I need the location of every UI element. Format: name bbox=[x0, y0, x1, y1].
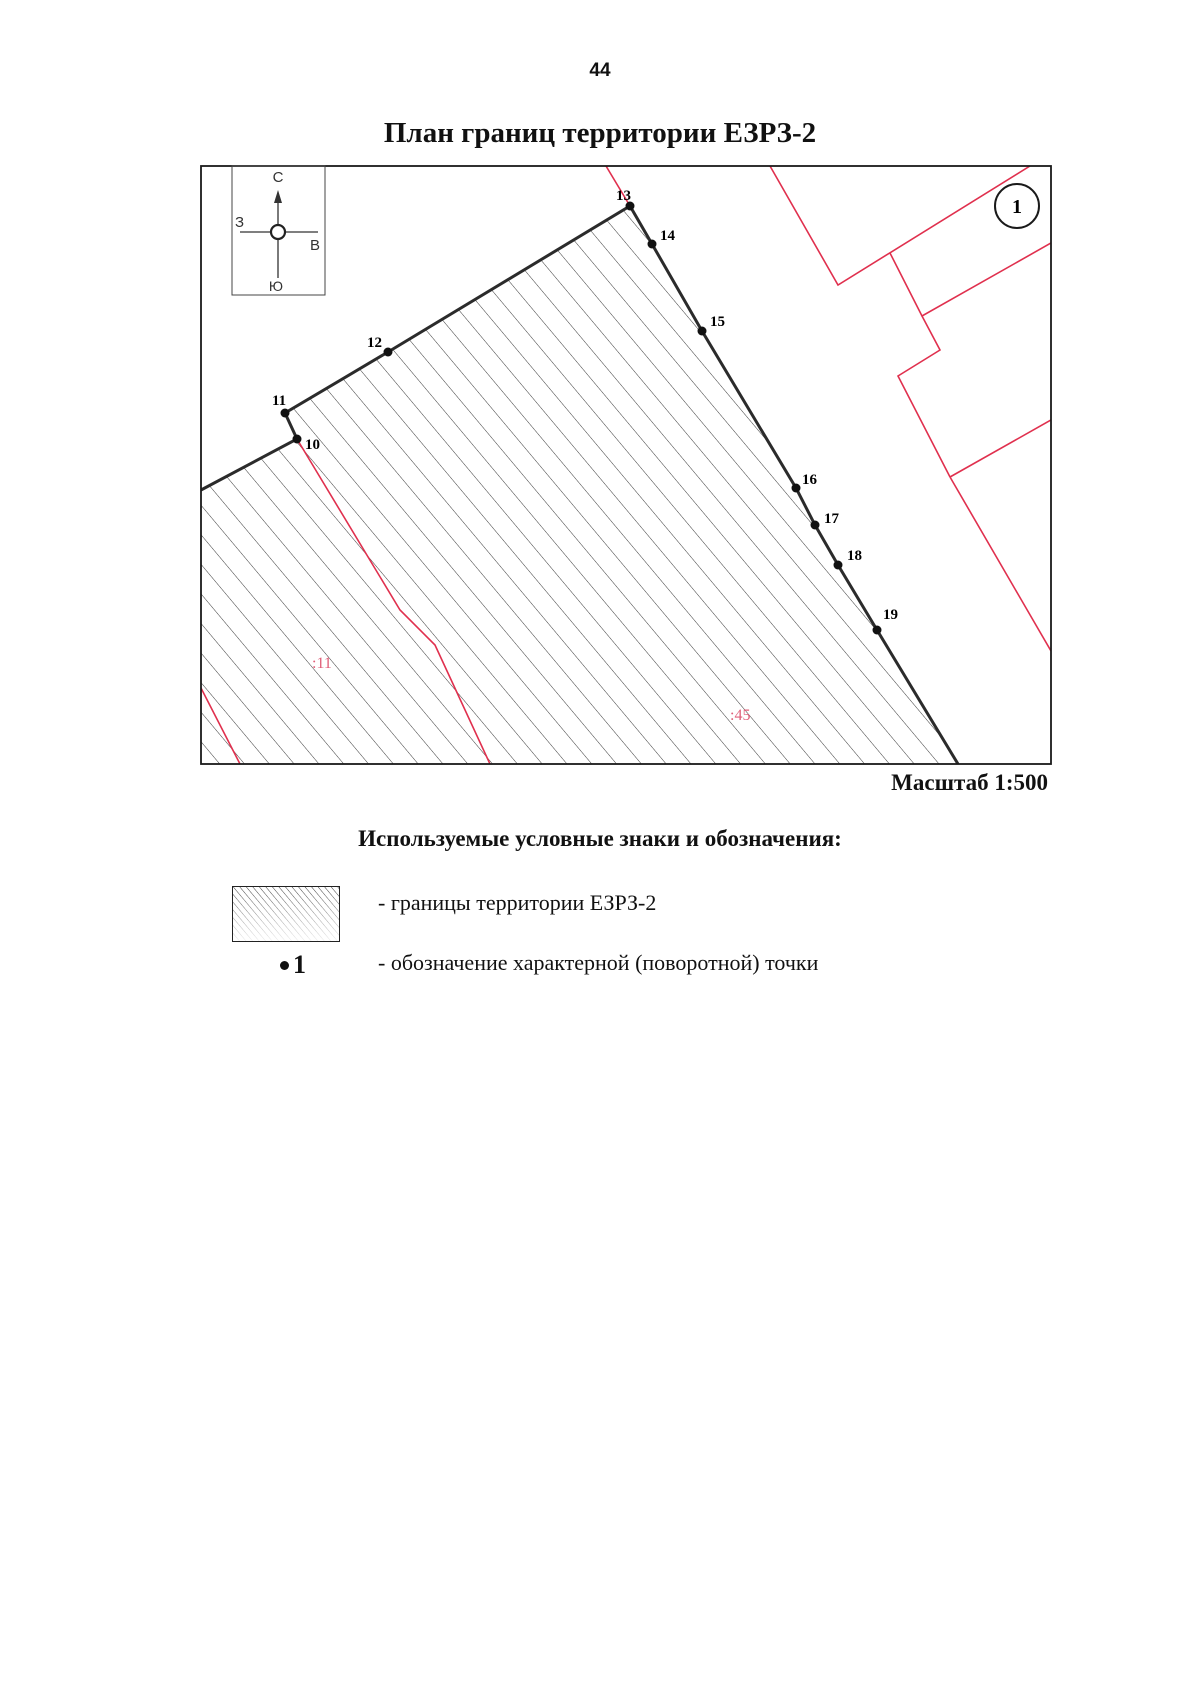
compass-west: З bbox=[235, 214, 245, 231]
parcel-line bbox=[890, 243, 1051, 316]
boundary-point bbox=[792, 472, 818, 493]
compass bbox=[232, 166, 325, 295]
legend-title: Используемые условные знаки и обозначения: bbox=[358, 826, 842, 851]
compass-south: Ю bbox=[268, 278, 284, 294]
boundary-point bbox=[834, 548, 863, 570]
svg-text:19: 19 bbox=[883, 607, 898, 623]
scale-label: Масштаб 1:500 bbox=[891, 770, 1048, 795]
svg-text:16: 16 bbox=[802, 472, 817, 488]
boundary-point bbox=[272, 393, 290, 418]
svg-text:15: 15 bbox=[710, 314, 725, 330]
page-number: 44 bbox=[589, 60, 611, 81]
parcel-line bbox=[950, 477, 1051, 651]
legend-hatch-swatch bbox=[232, 886, 340, 942]
compass-north: С bbox=[272, 169, 284, 186]
sheet-number: 1 bbox=[1012, 196, 1022, 218]
sheet-number-badge bbox=[995, 184, 1039, 228]
legend-point-label: 1 bbox=[293, 950, 306, 979]
svg-text:10: 10 bbox=[305, 437, 320, 453]
legend-item-territory: - границы территории ЕЗРЗ-2 bbox=[378, 890, 657, 915]
compass-center-icon bbox=[271, 225, 285, 239]
legend-point-symbol bbox=[280, 950, 306, 980]
boundary-plan-map bbox=[0, 0, 1200, 790]
plan-title: План границ территории ЕЗРЗ-2 bbox=[383, 117, 817, 149]
svg-text:12: 12 bbox=[367, 335, 382, 351]
parcel-label: :11 bbox=[312, 655, 332, 672]
svg-text:14: 14 bbox=[660, 228, 675, 244]
parcel-line bbox=[770, 166, 1030, 285]
svg-text:18: 18 bbox=[847, 548, 862, 564]
parcel-label: :45 bbox=[730, 707, 751, 724]
parcel-line bbox=[898, 316, 950, 477]
svg-text:13: 13 bbox=[616, 188, 631, 204]
svg-text:17: 17 bbox=[824, 511, 839, 527]
compass-east: В bbox=[310, 237, 321, 254]
boundary-point bbox=[873, 607, 899, 635]
territory-hatch bbox=[201, 206, 958, 764]
boundary-point bbox=[648, 228, 676, 249]
parcel-line bbox=[950, 420, 1051, 477]
point-dot-icon bbox=[280, 961, 289, 970]
legend-item-point: - обозначение характерной (поворотной) точки bbox=[378, 950, 819, 975]
boundary-point bbox=[367, 335, 393, 357]
boundary-point bbox=[811, 511, 840, 530]
boundary-point bbox=[698, 314, 726, 336]
svg-text:11: 11 bbox=[272, 393, 287, 409]
